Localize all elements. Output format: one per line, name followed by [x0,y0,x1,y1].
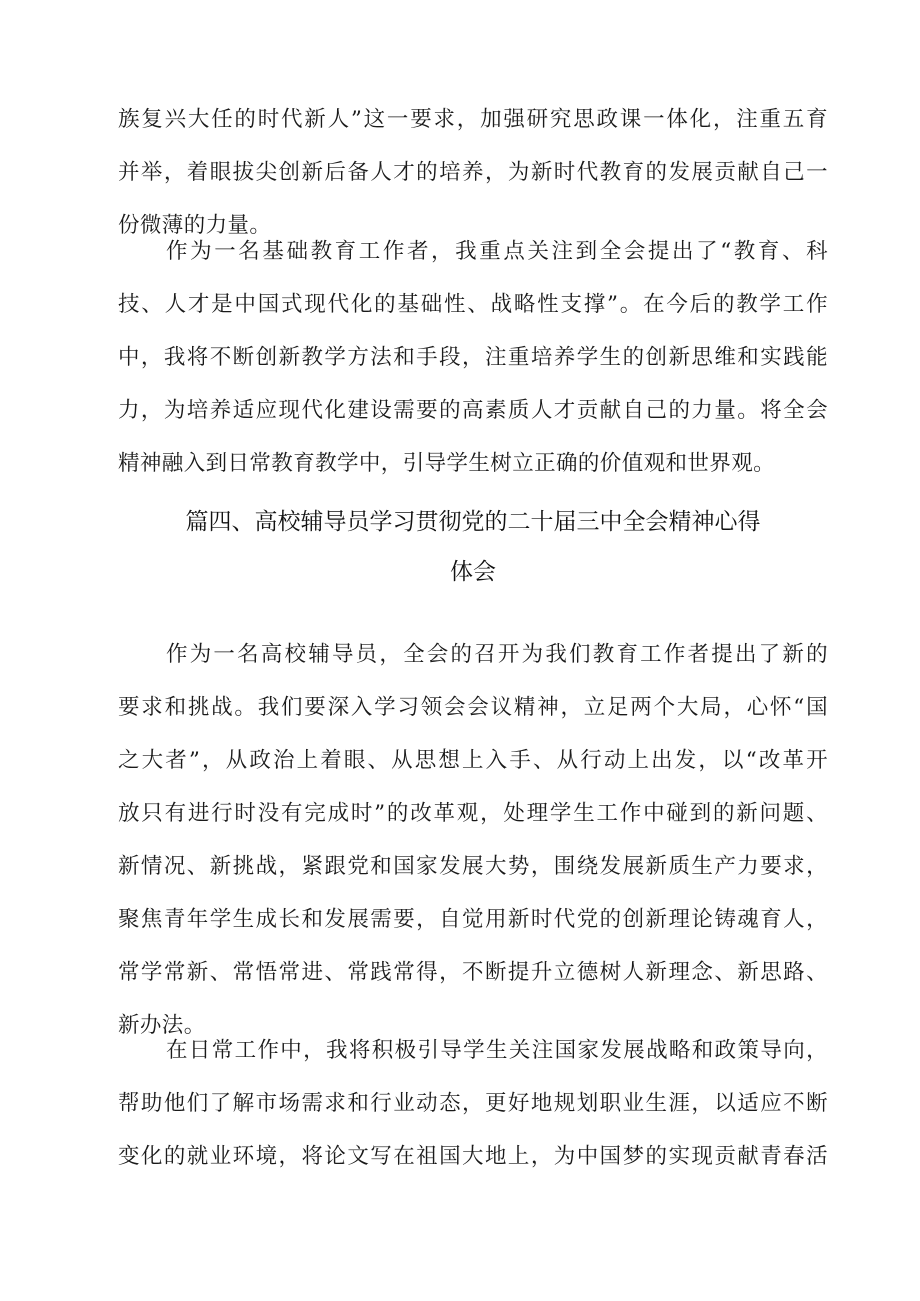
text-line: 在日常工作中，我将积极引导学生关注国家发展战略和政策导向， [166,1038,828,1063]
text-line: 常学常新、常悟常进、常践常得，不断提升立德树人新理念、新思路、 [118,960,828,985]
text-line: 作为一名高校辅导员，全会的召开为我们教育工作者提出了新的 [166,642,828,667]
text-line: 变化的就业环境，将论文写在祖国大地上，为中国梦的实现贡献青春活 [118,1144,828,1169]
text-line: 新情况、新挑战，紧跟党和国家发展大势，围绕发展新质生产力要求， [118,854,828,879]
text-line: 并举，着眼拔尖创新后备人才的培养，为新时代教育的发展贡献自己一 [118,160,828,185]
section-heading [118,497,828,597]
text-line: 技、人才是中国式现代化的基础性、战略性支撑”。在今后的教学工作 [118,292,828,317]
text-line: 要求和挑战。我们要深入学习领会会议精神，立足两个大局，心怀“国 [118,695,828,720]
text-line: 份微薄的力量。 [118,213,272,238]
heading-line: 体会 [450,559,496,585]
text-line: 中，我将不断创新教学方法和手段，注重培养学生的创新思维和实践能 [118,345,828,370]
text-line: 力，为培养适应现代化建设需要的高素质人才贡献自己的力量。将全会 [118,398,828,423]
paragraph-daily-work [118,1024,828,1183]
text-line: 新办法。 [118,1013,206,1038]
text-line: 帮助他们了解市场需求和行业动态，更好地规划职业生涯，以适应不断 [118,1091,828,1116]
text-line: 放只有进行时没有完成时”的改革观，处理学生工作中碰到的新问题、 [118,801,828,826]
text-line: 精神融入到日常教育教学中，引导学生树立正确的价值观和世界观。 [118,451,776,476]
heading-line: 篇四、高校辅导员学习贯彻党的二十届三中全会精神心得 [185,509,761,535]
text-line: 作为一名基础教育工作者，我重点关注到全会提出了“教育、科 [166,239,828,264]
paragraph-basic-education [118,225,828,490]
text-line: 之大者”，从政治上着眼、从思想上入手、从行动上出发，以“改革开 [118,748,828,773]
text-line: 聚焦青年学生成长和发展需要，自觉用新时代党的创新理论铸魂育人， [118,907,828,932]
paragraph-counselor [118,628,828,1052]
text-line: 族复兴大任的时代新人”这一要求，加强研究思政课一体化，注重五育 [118,107,828,132]
